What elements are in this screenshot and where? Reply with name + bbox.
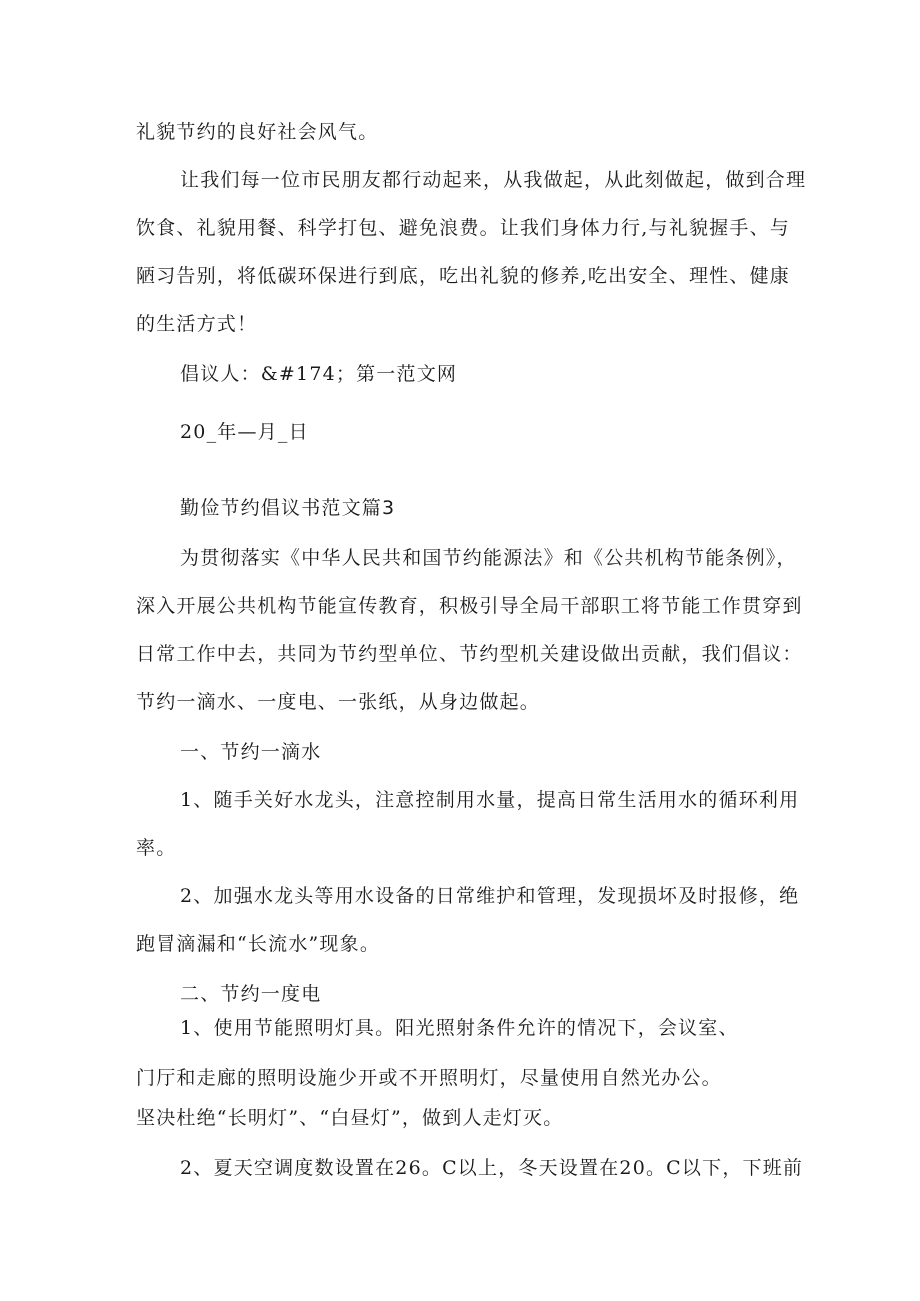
- paragraph-line: 坚决杜绝“长明灯”、“白昼灯”，做到人走灯灭。: [136, 1107, 564, 1129]
- paragraph-line: 饮食、礼貌用餐、科学打包、避免浪费。让我们身体力行,与礼貌握手、与: [136, 217, 790, 239]
- subheading: 二、节约一度电: [180, 983, 322, 1005]
- paragraph-line: 礼貌节约的良好社会风气。: [136, 121, 379, 143]
- paragraph-line: 跑冒滴漏和“长流水”现象。: [136, 933, 381, 955]
- subheading: 一、节约一滴水: [180, 741, 322, 763]
- section-heading: 勤俭节约倡议书范文篇3: [180, 497, 396, 519]
- paragraph-line: 日常工作中去，共同为节约型单位、节约型机关建设做出贡献，我们倡议：: [136, 643, 803, 665]
- paragraph-line: 为贯彻落实《中华人民共和国节约能源法》和《公共机构节能条例》，: [180, 547, 797, 569]
- paragraph-line: 2、夏天空调度数设置在26。C以上，冬天设置在20。C以下，下班前: [180, 1157, 804, 1179]
- date-line: 20_年—月_日: [180, 421, 309, 443]
- paragraph-line: 1、随手关好水龙头，注意控制用水量，提高日常生活用水的循环利用: [180, 789, 800, 811]
- paragraph-line: 1、使用节能照明灯具。阳光照射条件允许的情况下，会议室、: [180, 1017, 739, 1039]
- paragraph-line: 的生活方式！: [136, 313, 258, 335]
- paragraph-line: 深入开展公共机构节能宣传教育，积极引导全局干部职工将节能工作贯穿到: [136, 595, 803, 617]
- paragraph-line: 节约一滴水、一度电、一张纸，从身边做起。: [136, 691, 541, 713]
- paragraph-line: 陋习告别，将低碳环保进行到底，吃出礼貌的修养,吃出安全、理性、健康: [136, 265, 790, 287]
- paragraph-line: 让我们每一位市民朋友都行动起来，从我做起，从此刻做起，做到合理: [180, 169, 807, 191]
- paragraph-line: 门厅和走廊的照明设施少开或不开照明灯，尽量使用自然光办公。: [136, 1067, 722, 1089]
- paragraph-line: 率。: [136, 837, 177, 859]
- signature-line: 倡议人：&#174；第一范文网: [180, 363, 458, 385]
- paragraph-line: 2、加强水龙头等用水设备的日常维护和管理，发现损坏及时报修，绝: [180, 885, 800, 907]
